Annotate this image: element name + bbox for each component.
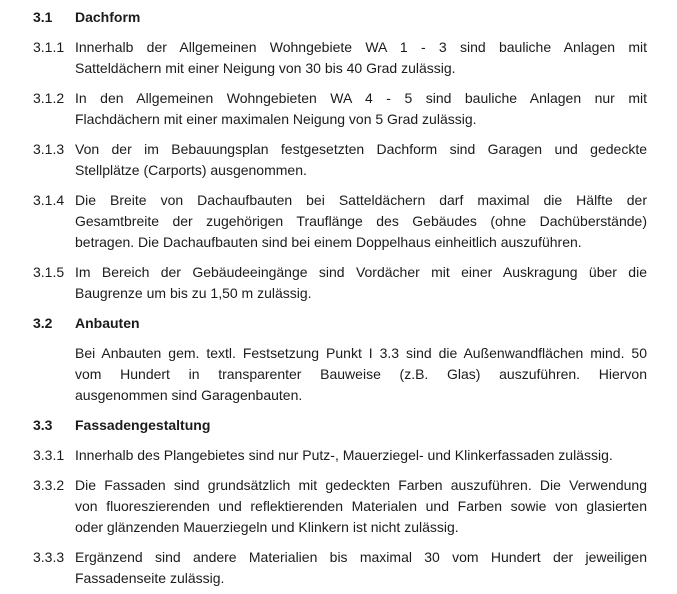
paragraph-number: 3.1.2 bbox=[33, 90, 65, 106]
numbered-paragraph-3-3-3 bbox=[33, 547, 647, 589]
heading-title: Dachform bbox=[75, 9, 141, 25]
section-heading-fassadengestaltung bbox=[33, 415, 647, 436]
paragraph-number: 3.1.5 bbox=[33, 264, 65, 280]
text-line: Baugrenze um bis zu 1,50 m zulässig. bbox=[75, 285, 312, 301]
text-line: Innerhalb der Allgemeinen Wohngebiete WA 1 - 3 sind bauliche Anlagen mit bbox=[75, 39, 647, 55]
text-line: Satteldächern mit einer Neigung von 30 bis 40 Grad zulässig. bbox=[75, 60, 456, 76]
text-line: von fluoreszierenden und reflektierenden Materialen und Farben sowie von glasierten bbox=[75, 498, 647, 514]
numbered-paragraph-3-3-1 bbox=[33, 445, 647, 466]
text-line: vom Hundert in transparenter Bauweise (z.B. Glas) auszuführen. Hiervon bbox=[75, 366, 647, 382]
paragraph-text bbox=[75, 475, 647, 538]
heading-number: 3.2 bbox=[33, 315, 53, 331]
numbered-paragraph-3-1-1 bbox=[33, 37, 647, 79]
numbered-paragraph-3-1-4 bbox=[33, 190, 647, 253]
paragraph-text bbox=[75, 445, 647, 466]
heading-number: 3.1 bbox=[33, 9, 53, 25]
text-line: Stellplätze (Carports) ausgenommen. bbox=[75, 162, 307, 178]
paragraph-text bbox=[75, 343, 647, 406]
paragraph-number: 3.1.4 bbox=[33, 192, 65, 208]
paragraph-number: 3.3.3 bbox=[33, 549, 65, 565]
numbered-paragraph-3-1-2 bbox=[33, 88, 647, 130]
section-heading-anbauten bbox=[33, 313, 647, 334]
numbered-paragraph-3-1-5 bbox=[33, 262, 647, 304]
paragraph-number: 3.1.1 bbox=[33, 39, 65, 55]
text-line: Von der im Bebauungsplan festgesetzten Dachform sind Garagen und gedeckte bbox=[75, 141, 647, 157]
unnumbered-paragraph-anbauten bbox=[33, 343, 647, 406]
text-line: Im Bereich der Gebäudeeingänge sind Vordächer mit einer Auskragung über die bbox=[75, 264, 647, 280]
paragraph-text bbox=[75, 547, 647, 589]
heading-number: 3.3 bbox=[33, 417, 53, 433]
paragraph-number: 3.3.1 bbox=[33, 447, 65, 463]
text-line: betragen. Die Dachaufbauten sind bei einem Doppelhaus einheitlich auszuführen. bbox=[75, 234, 582, 250]
section-heading-dachform bbox=[33, 7, 647, 28]
paragraph-number: 3.1.3 bbox=[33, 141, 65, 157]
text-line: In den Allgemeinen Wohngebieten WA 4 - 5 sind bauliche Anlagen nur mit bbox=[75, 90, 647, 106]
text-line: Die Fassaden sind grundsätzlich mit gedeckten Farben auszuführen. Die Verwendung bbox=[75, 477, 647, 493]
text-line: Fassadenseite zulässig. bbox=[75, 570, 225, 586]
paragraph-number: 3.3.2 bbox=[33, 477, 65, 493]
heading-title: Fassadengestaltung bbox=[75, 417, 211, 433]
paragraph-text bbox=[75, 37, 647, 79]
text-line: Gesamtbreite der zugehörigen Trauflänge des Gebäudes (ohne Dachüberstände) bbox=[75, 213, 647, 229]
text-line: oder glänzenden Mauerziegeln und Klinkern ist nicht zulässig. bbox=[75, 519, 459, 535]
text-line: Flachdächern mit einer maximalen Neigung von 5 Grad zulässig. bbox=[75, 111, 477, 127]
heading-title: Anbauten bbox=[75, 315, 140, 331]
numbered-paragraph-3-1-3 bbox=[33, 139, 647, 181]
text-line: Ergänzend sind andere Materialien bis maximal 30 vom Hundert der jeweiligen bbox=[75, 549, 647, 565]
text-line: Innerhalb des Plangebietes sind nur Putz-, Mauerziegel- und Klinkerfassaden zulässig. bbox=[75, 447, 613, 463]
paragraph-text bbox=[75, 190, 647, 253]
text-line: ausgenommen sind Garagenbauten. bbox=[75, 387, 303, 403]
text-line: Bei Anbauten gem. textl. Festsetzung Punkt I 3.3 sind die Außenwandflächen mind. 50 bbox=[75, 345, 647, 361]
text-line: Die Breite von Dachaufbauten bei Satteldächern darf maximal die Hälfte der bbox=[75, 192, 647, 208]
paragraph-text bbox=[75, 139, 647, 181]
paragraph-text bbox=[75, 88, 647, 130]
numbered-paragraph-3-3-2 bbox=[33, 475, 647, 538]
paragraph-text bbox=[75, 262, 647, 304]
